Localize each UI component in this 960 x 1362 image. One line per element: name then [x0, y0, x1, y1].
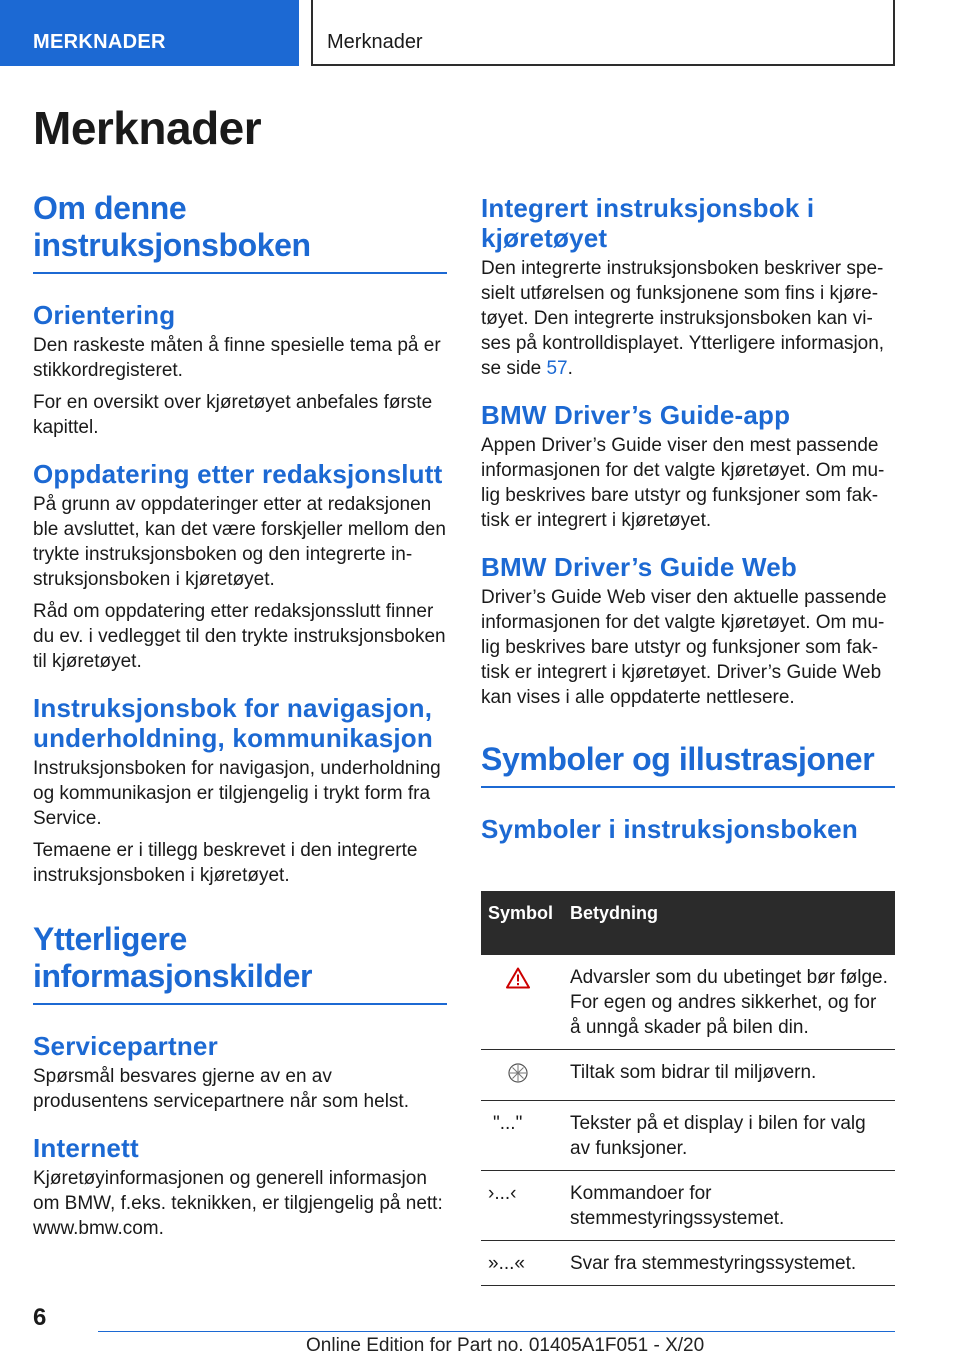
meaning-cell: Advarsler som du ubetinget bør følge. For egen og andres sikkerhet, og for å unngå skader på bilen din. [563, 955, 895, 1050]
table-row [481, 1101, 895, 1171]
internett-text: Kjøretøyinformasjonen og generell informasjon om BMW, f.eks. teknikken, er tilgjengelig på nett: www.bmw.com. [33, 1168, 443, 1239]
driver-guide-app-text: Appen Driver’s Guide viser den mest passende informasjonen for det valgte kjøretøyet. Om mulig beskrives bare utstyr og funksjoner som faktisk er integrert i kjøretøyet. [481, 435, 885, 531]
table-header-row [481, 891, 895, 955]
environment-icon [507, 1062, 529, 1091]
driver-guide-web-heading: BMW Driver’s Guide Web [481, 552, 797, 582]
oppdatering-text-2: Råd om oppdatering etter redaksjonsslutt finner du ev. i vedlegget til den trykte instruksjonsboken til kjøretøyet. [33, 601, 446, 672]
col-header-betydning: Betydning [563, 891, 895, 955]
driver-guide-web-text: Driver’s Guide Web viser den aktuelle passende informasjonen for det valgte kjøretøyet. Om mulig beskrives bare utstyr og funksjoner som faktisk er integrert i kjøretøyet. Driver’s Guide Web kan vises i alle oppdaterte nettlesere. [481, 587, 887, 708]
oppdatering-heading: Oppdatering etter redaksjonslutt [33, 459, 443, 489]
right-column [481, 193, 895, 844]
navigasjon-heading: Instruksjonsbok for navigasjon, underholdning, kommunikasjon [33, 693, 433, 753]
servicepartner-text: Spørsmål besvares gjerne av en av produsentens servicepartnere når som helst. [33, 1066, 409, 1112]
integrert-text-body: Den integrerte instruksjonsboken beskriver spesielt utførelsen og funksjonene som fins i kjøretøyet. Den integrerte instruksjonsboken kan vises på kontrolldisplayet. Ytterligere informasjon, se side [481, 258, 885, 379]
meaning-cell: Svar fra stemmestyringssystemet. [563, 1241, 895, 1286]
symbol-cell: ›...‹ [481, 1171, 563, 1241]
ytterligere-heading: Ytterligere informasjonskilder [33, 921, 447, 1005]
symbol-table [481, 891, 895, 1286]
symbol-cell: "..." [481, 1101, 563, 1171]
internett-heading: Internett [33, 1133, 139, 1163]
orientering-heading: Orientering [33, 300, 176, 330]
orientering-text-2: For en oversikt over kjøretøyet anbefales første kapittel. [33, 392, 433, 438]
servicepartner-heading: Servicepartner [33, 1031, 218, 1061]
navigasjon-text-1: Instruksjonsboken for navigasjon, underholdning og kommunikasjon er tilgjengelig i trykt form fra Service. [33, 758, 441, 829]
symboler-heading: Symboler og illustrasjoner [481, 741, 895, 788]
page-number: 6 [33, 1304, 47, 1331]
symboler-subheading: Symboler i instruksjonsboken [481, 814, 858, 844]
section-header: Merknader [311, 0, 895, 66]
symbol-cell: »...« [481, 1241, 563, 1286]
meaning-cell: Tiltak som bidrar til miljøvern. [563, 1050, 895, 1101]
meaning-cell: Kommandoer for stemmestyringssystemet. [563, 1171, 895, 1241]
footer-divider [98, 1331, 895, 1332]
table-row [481, 1171, 895, 1241]
page-title: Merknader [33, 102, 262, 154]
navigasjon-text-2: Temaene er i tillegg beskrevet i den integrerte instruksjonsboken i kjøretøyet. [33, 840, 418, 886]
chapter-tab[interactable]: MERKNADER [0, 0, 299, 66]
orientering-text-1: Den raskeste måten å finne spesielle tema på er stikkordregisteret. [33, 335, 441, 381]
driver-guide-app-heading: BMW Driver’s Guide-app [481, 400, 791, 430]
om-denne-heading: Om denne instruksjonsboken [33, 190, 447, 274]
oppdatering-text-1: På grunn av oppdateringer etter at redaksjonen ble avsluttet, kan det være forskjeller mellom den trykte instruksjonsboken og den integrerte instruksjonsboken i kjøretøyet. [33, 494, 446, 590]
table-row [481, 1050, 895, 1101]
footer-edition-text: Online Edition for Part no. 01405A1F051 - X/20 [306, 1335, 705, 1356]
meaning-cell: Tekster på et display i bilen for valg av funksjoner. [563, 1101, 895, 1171]
table-row [481, 955, 895, 1050]
table-row [481, 1241, 895, 1286]
symbol-cell [481, 1050, 563, 1101]
left-column [33, 190, 447, 1241]
page-57-link[interactable]: 57 [546, 358, 568, 379]
col-header-symbol: Symbol [481, 891, 563, 955]
symbol-cell [481, 955, 563, 1050]
integrert-text-end: . [567, 358, 573, 379]
integrert-heading: Integrert instruksjonsbok i kjøretøyet [481, 193, 815, 253]
integrert-text [481, 256, 895, 381]
warning-triangle-icon [506, 967, 530, 996]
